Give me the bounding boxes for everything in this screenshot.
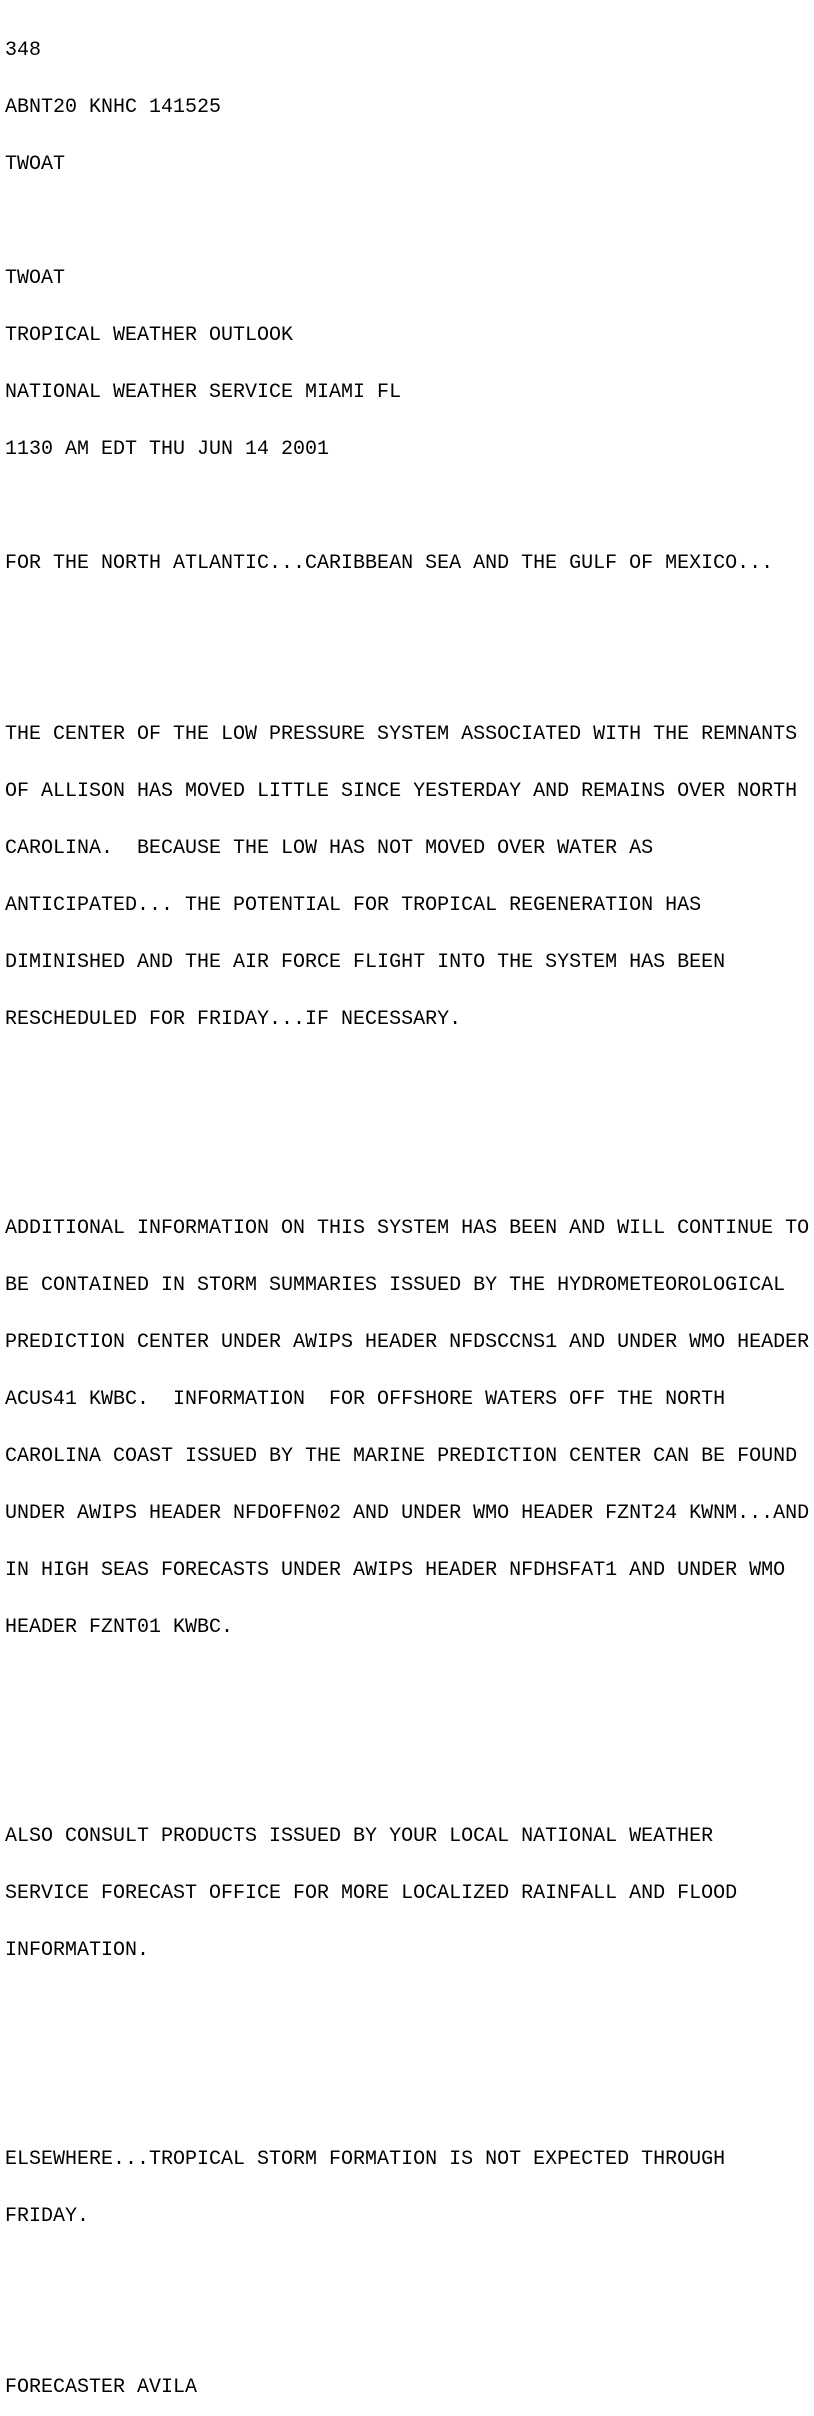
product-title: TROPICAL WEATHER OUTLOOK <box>5 324 294 347</box>
paragraph-line: ANTICIPATED... THE POTENTIAL FOR TROPICAL REGENERATION HAS <box>5 894 702 917</box>
blank-line <box>5 1713 809 1732</box>
blank-line <box>5 2036 809 2055</box>
paragraph-line: CAROLINA COAST ISSUED BY THE MARINE PREDICTION CENTER CAN BE FOUND <box>5 1445 798 1468</box>
awips-id: TWOAT <box>5 153 66 176</box>
paragraph-line: BE CONTAINED IN STORM SUMMARIES ISSUED BY THE HYDROMETEOROLOGICAL <box>5 1274 786 1297</box>
paragraph-line: ELSEWHERE...TROPICAL STORM FORMATION IS NOT EXPECTED THROUGH <box>5 2148 726 2171</box>
blank-line <box>5 1105 809 1124</box>
area-statement: FOR THE NORTH ATLANTIC...CARIBBEAN SEA AND THE GULF OF MEXICO... <box>5 552 774 575</box>
paragraph-line: FRIDAY. <box>5 2205 90 2228</box>
sequence-number: 348 <box>5 39 42 62</box>
paragraph-allison <box>5 687 809 1067</box>
bulletin-text <box>5 3 809 2416</box>
paragraph-line: RESCHEDULED FOR FRIDAY...IF NECESSARY. <box>5 1008 462 1031</box>
paragraph-local-products <box>5 1789 809 1998</box>
blank-line <box>5 611 809 630</box>
paragraph-line: HEADER FZNT01 KWBC. <box>5 1616 234 1639</box>
blank-line <box>5 212 809 231</box>
issue-time: 1130 AM EDT THU JUN 14 2001 <box>5 438 330 461</box>
awips-id-repeat: TWOAT <box>5 267 66 290</box>
paragraph-line: CAROLINA. BECAUSE THE LOW HAS NOT MOVED OVER WATER AS <box>5 837 654 860</box>
paragraph-additional-info <box>5 1181 809 1675</box>
blank-line <box>5 497 809 516</box>
issuing-office: NATIONAL WEATHER SERVICE MIAMI FL <box>5 381 402 404</box>
paragraph-line: OF ALLISON HAS MOVED LITTLE SINCE YESTERDAY AND REMAINS OVER NORTH <box>5 780 798 803</box>
paragraph-line: DIMINISHED AND THE AIR FORCE FLIGHT INTO THE SYSTEM HAS BEEN <box>5 951 726 974</box>
blank-line <box>5 2302 809 2321</box>
paragraph-line: PREDICTION CENTER UNDER AWIPS HEADER NFDSCCNS1 AND UNDER WMO HEADER <box>5 1331 810 1354</box>
paragraph-line: THE CENTER OF THE LOW PRESSURE SYSTEM ASSOCIATED WITH THE REMNANTS <box>5 723 798 746</box>
paragraph-line: ACUS41 KWBC. INFORMATION FOR OFFSHORE WATERS OFF THE NORTH <box>5 1388 726 1411</box>
forecaster-signature: FORECASTER AVILA <box>5 2376 198 2399</box>
paragraph-line: ADDITIONAL INFORMATION ON THIS SYSTEM HAS BEEN AND WILL CONTINUE TO <box>5 1217 810 1240</box>
paragraph-line: UNDER AWIPS HEADER NFDOFFN02 AND UNDER WMO HEADER FZNT24 KWNM...AND <box>5 1502 810 1525</box>
paragraph-line: ALSO CONSULT PRODUCTS ISSUED BY YOUR LOCAL NATIONAL WEATHER <box>5 1825 714 1848</box>
paragraph-line: INFORMATION. <box>5 1939 150 1962</box>
paragraph-line: IN HIGH SEAS FORECASTS UNDER AWIPS HEADER NFDHSFAT1 AND UNDER WMO <box>5 1559 786 1582</box>
wmo-header: ABNT20 KNHC 141525 <box>5 96 222 119</box>
paragraph-line: SERVICE FORECAST OFFICE FOR MORE LOCALIZED RAINFALL AND FLOOD <box>5 1882 738 1905</box>
paragraph-elsewhere <box>5 2112 809 2264</box>
